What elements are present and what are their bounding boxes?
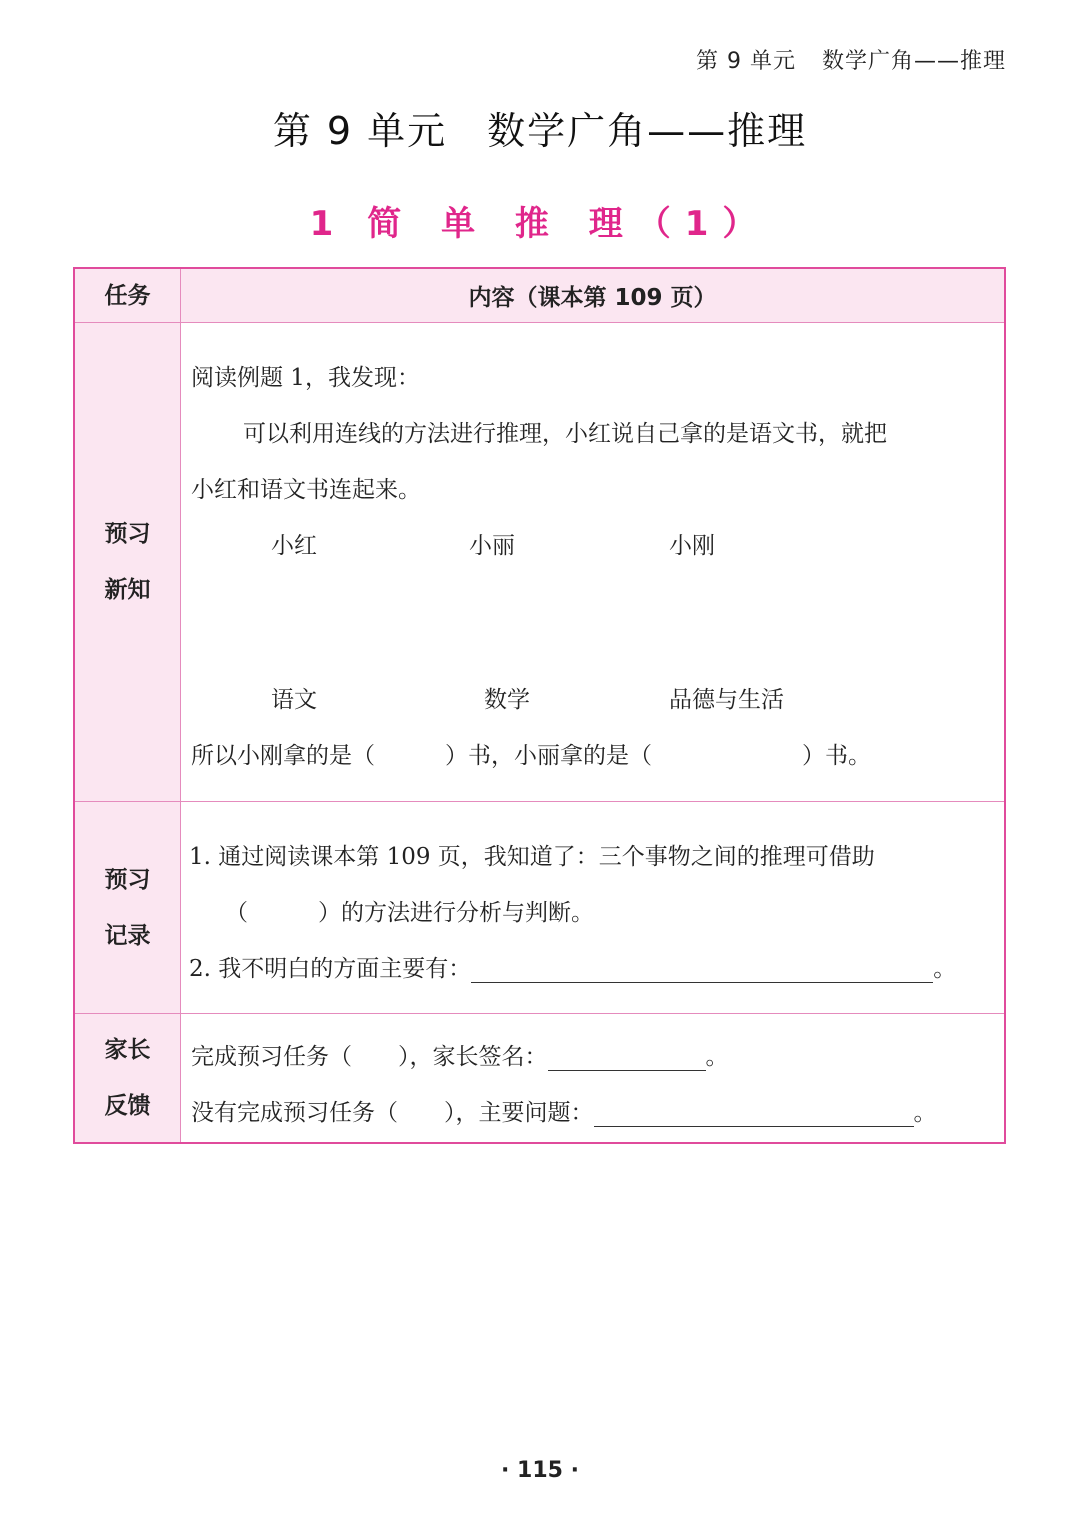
person-xiaohong: 小红 xyxy=(271,533,317,559)
preview-knowledge-row xyxy=(75,323,1004,802)
conclusion-part3: ）书。 xyxy=(802,743,871,769)
conclusion-part1: 所以小刚拿的是（ xyxy=(191,743,375,769)
conclusion-part2: ）书，小丽拿的是（ xyxy=(445,743,652,769)
preview-knowledge-label xyxy=(75,323,181,801)
main-problem-blank[interactable] xyxy=(594,1100,914,1127)
record-item1-open: （ xyxy=(225,900,248,926)
parent-signature-blank[interactable] xyxy=(548,1044,706,1071)
running-header-topic: 数学广角——推理 xyxy=(821,49,1006,74)
book-chinese: 语文 xyxy=(271,687,317,713)
preview-record-label xyxy=(75,802,181,1013)
record-item1-rest: ）的方法进行分析与判断。 xyxy=(318,900,594,926)
person-xiaoli: 小丽 xyxy=(469,533,515,559)
feedback-problem-text: ），主要问题： xyxy=(444,1100,594,1126)
parent-feedback-label xyxy=(75,1014,181,1142)
preview-record-content xyxy=(181,802,1004,1013)
parent-feedback-row xyxy=(75,1014,1004,1142)
person-xiaogang: 小刚 xyxy=(669,533,715,559)
feedback-line1-period: 。 xyxy=(705,1044,729,1070)
unit-title-unit: 第 9 单元 xyxy=(272,109,448,153)
feedback-line2-period: 。 xyxy=(913,1100,937,1126)
page-number: · 115 · xyxy=(501,1458,579,1483)
preview-task-table xyxy=(73,267,1006,1144)
feedback-completed-text: 完成预习任务（ xyxy=(191,1044,352,1070)
preview-label-line2: 新知 xyxy=(104,577,151,603)
feedback-label-line2: 反馈 xyxy=(104,1093,151,1119)
preview-paragraph-line2: 小红和语文书连起来。 xyxy=(191,477,421,503)
lesson-number: 1 xyxy=(309,204,348,244)
unit-title-topic: 数学广角——推理 xyxy=(487,109,808,153)
record-label-line2: 记录 xyxy=(104,922,151,949)
record-item2-period: 。 xyxy=(933,956,957,982)
preview-paragraph-line1: 可以利用连线的方法进行推理，小红说自己拿的是语文书，就把 xyxy=(243,421,887,447)
preview-label-line1: 预习 xyxy=(104,521,151,547)
conclusion-line xyxy=(191,737,871,770)
lesson-title xyxy=(0,196,1080,245)
record-item1-line2 xyxy=(225,894,594,927)
running-header xyxy=(696,44,1006,75)
preview-record-row xyxy=(75,802,1004,1014)
feedback-line2 xyxy=(191,1094,937,1127)
feedback-line1 xyxy=(191,1038,729,1071)
record-item1-line1: 1. 通过阅读课本第 109 页，我知道了：三个事物之间的推理可借助 xyxy=(189,844,875,870)
record-label-line1: 预习 xyxy=(104,866,151,893)
book-math: 数学 xyxy=(484,687,530,713)
parent-feedback-content xyxy=(181,1014,1004,1142)
unclear-points-blank[interactable] xyxy=(471,956,933,983)
header-task-cell xyxy=(75,269,181,322)
unit-title xyxy=(0,100,1080,155)
preview-intro: 阅读例题 1，我发现： xyxy=(191,365,420,391)
feedback-not-completed-text: 没有完成预习任务（ xyxy=(191,1100,398,1126)
header-task-label: 任务 xyxy=(104,282,151,309)
record-item2-line xyxy=(189,950,956,983)
book-morality: 品德与生活 xyxy=(669,687,784,713)
lesson-name: 简 单 推 理（1） xyxy=(367,204,771,244)
preview-knowledge-content xyxy=(181,323,1004,801)
running-header-unit: 第 9 单元 xyxy=(696,49,796,74)
header-content-label: 内容（课本第 109 页） xyxy=(468,285,717,311)
header-content-cell xyxy=(181,269,1004,322)
feedback-label-line1: 家长 xyxy=(104,1037,151,1063)
record-item2-text: 2. 我不明白的方面主要有： xyxy=(189,956,472,982)
table-header-row xyxy=(75,269,1004,323)
feedback-signature-text: ），家长签名： xyxy=(398,1044,548,1070)
